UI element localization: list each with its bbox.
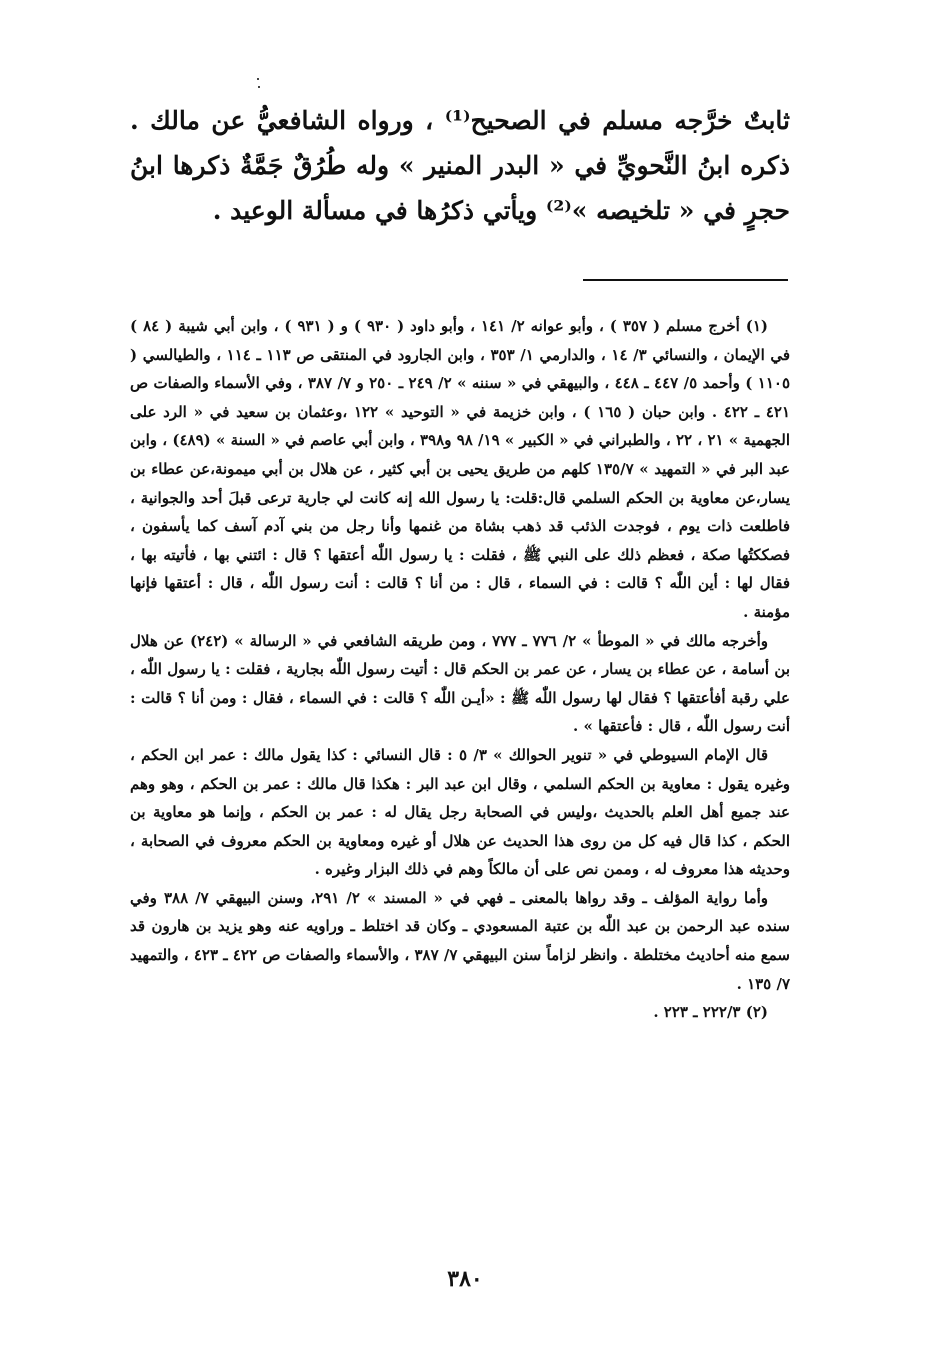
page-number: ٣٨٠ xyxy=(447,1266,483,1292)
scan-speck xyxy=(258,86,260,88)
footnote-1-paragraph-2: وأخرجه مالك في « الموطأ » ٢/ ٧٧٦ ـ ٧٧٧ ، ومن طريقه الشافعي في « الرسالة » (٢٤٢) عن هلال بن أسامة ، عن عطاء بن يسار ، عن عمر بن الحكم قال : أتيت رسول اللّٰه بجارية ، فقلت : يا رسول اللّٰه ، علي رقبة أفأعتقها ؟ فقال لها رسول اللّٰه ﷺ : «أيـن اللّٰه ؟ قالت : في السماء ، فقال : ومن أنا ؟ قالت : أنت رسول اللّٰه ، قال : فأعتقها » . xyxy=(130,631,790,736)
footnote-2: (٢) ٢٢٢/٣ ـ ٢٢٣ . xyxy=(653,1003,768,1022)
footnote-1-paragraph-4: وأما رواية المؤلف ـ وقد رواها بالمعنى ـ فهي في « المسند » ٢/ ٢٩١، وسنن البيهقي ٧/ ٣٨٨ وفي سنده عبد الرحمن بن عبد اللّٰه بن عتبة المسعودي ـ وكان قد اختلط ـ وراويه عنه وهو يزيد بن هارون قد سمع منه أحاديث مختلطة . وانظر لزاماً سنن البيهقي ٧/ ٣٨٧ ، والأسماء والصفات ص ٤٢٢ ـ ٤٢٣ ، والتمهيد ٧/ ١٣٥ . xyxy=(130,888,791,993)
footnotes-block xyxy=(130,312,790,1027)
main-paragraph: ثابتٌ خرَّجه مسلم في الصحيح⁽¹⁾ ، ورواه الشافعيُّ عن مالك . ذكره ابنُ النَّحويِّ في « البدر المنير » وله طُرُقٌ جَمَّةٌ ذكرها ابنُ حجرٍ في « تلخيصه »⁽²⁾ ويأتي ذكرُها في مسألة الوعيد . xyxy=(130,106,790,225)
footnote-1-paragraph-3: قال الإمام السيوطي في « تنوير الحوالك » ٣/ ٥ : قال النسائي : كذا يقول مالك : عمر ابن الحكم ، وغيره يقول : معاوية بن الحكم السلمي ، وقال ابن عبد البر : هكذا قال مالك : عمر بن الحكم ، وهو وهم عند جميع أهل العلم بالحديث ،وليس في الصحابة رجل يقال له : عمر بن الحكم ، وإنما هو معاوية بن الحكم ، كذا قال فيه كل من روى هذا الحديث عن هلال أو غيره ومعاوية بن الحكم معروف في الصحابة ، وحديثه هذا معروف له ، وممن نص على أن مالكاً وهم في ذلك البزار وغيره . xyxy=(130,745,790,879)
main-text-block xyxy=(130,98,790,233)
footnote-separator xyxy=(583,279,788,281)
footnote-1-paragraph-1: (١) أخرج مسلم ( ٣٥٧ ) ، وأبو عوانه ٢/ ١٤١ ، وأبو داود ( ٩٣٠ ) و ( ٩٣١ ) ، وابن أبي شيبة ( ٨٤ ) في الإيمان ، والنسائي ٣/ ١٤ ، والدارمي ١/ ٣٥٣ ، وابن الجارود في المنتقى ص ١١٣ ـ ١١٤ ، والطيالسي ( ١١٠٥ ) وأحمد ٥/ ٤٤٧ ـ ٤٤٨ ، والبيهقي في « سننه » ٢/ ٢٤٩ ـ ٢٥٠ و ٧/ ٣٨٧ ، وفي الأسماء والصفات ص ٤٢١ ـ ٤٢٢ . وابن حبان ( ١٦٥ ) ، وابن خزيمة في « التوحيد » ١٢٢ ،وعثمان بن سعيد في « الرد على الجهمية » ٢١ ، ٢٢ ، والطبراني في « الكبير » ١٩/ ٩٨ و٣٩٨ ، وابن أبي عاصم في « السنة » (٤٨٩) ، وابن عبد البر في « التمهيد » ١٣٥/٧ كلهم من طريق يحيى بن أبي كثير ، عن هلال بن أبي ميمونة،عن عطاء بن يسار،عن معاوية بن الحكم السلمي قال:قلت: يا رسول الله إنه كانت لي جارية ترعى قبلَ أحد والجوانية ، فاطلعت ذات يوم ، فوجدت الذئب قد ذهب بشاة من غنمها وأنا رجل من بني آدم آسف كما يأسفون ، فصككتُها صكة ، فعظم ذلك على النبي ﷺ ، فقلت : يا رسول اللّٰه أعتقها ؟ قال : ائتني بها ، فأتيته بها ، فقال لها : أين اللّٰه ؟ قالت : في السماء ، قال : من أنا ؟ قالت : أنت رسول اللّٰه ، قال : أعتقها فإنها مؤمنة . xyxy=(130,317,791,621)
scan-speck xyxy=(257,78,259,80)
